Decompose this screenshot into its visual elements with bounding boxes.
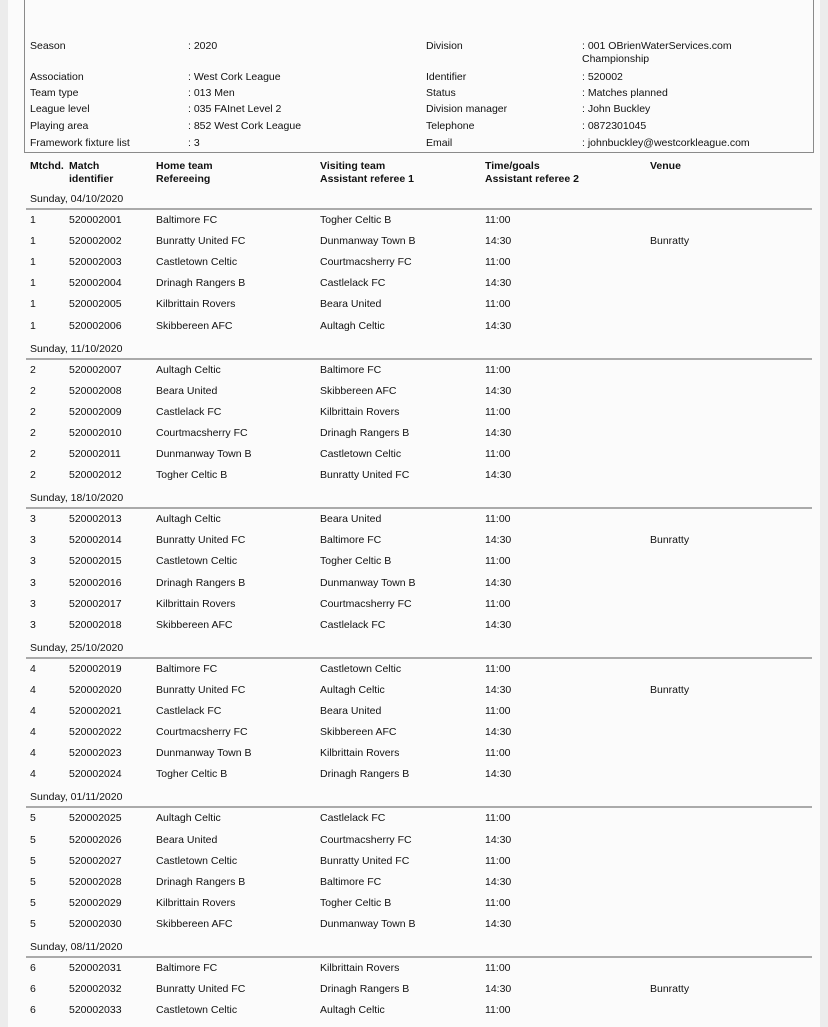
visiting-team-cell: Aultagh Celtic xyxy=(320,319,385,332)
match-id-cell: 520002025 xyxy=(69,812,122,825)
visiting-team-cell: Baltimore FC xyxy=(320,534,382,547)
time-cell: 14:30 xyxy=(485,384,512,397)
matchday-cell: 2 xyxy=(30,405,36,418)
matchday-cell: 1 xyxy=(30,214,36,226)
visiting-team-cell: Castlelack FC xyxy=(320,618,386,631)
visiting-team-cell: Dunmanway Town B xyxy=(320,235,416,248)
visiting-team-cell: Bunratty United FC xyxy=(320,469,410,482)
home-team-cell: Beara United xyxy=(156,384,218,397)
fixture-document xyxy=(8,0,820,1027)
matchday-cell: 5 xyxy=(30,833,36,846)
matchday-cell: 5 xyxy=(30,854,36,867)
visiting-team-cell: Castlelack FC xyxy=(320,812,386,825)
visiting-team-cell: Castlelack FC xyxy=(320,277,386,290)
info-value: : John Buckley xyxy=(582,103,651,115)
time-cell: 11:00 xyxy=(485,214,511,226)
match-id-cell: 520002002 xyxy=(69,235,122,248)
time-cell: 14:30 xyxy=(485,277,512,290)
home-team-cell: Baltimore FC xyxy=(156,962,218,974)
matchday-cell: 4 xyxy=(30,683,36,696)
info-value: : 520002 xyxy=(582,71,623,83)
matchday-cell: 6 xyxy=(30,962,36,974)
col-header-home-team: Home team Refereeing xyxy=(156,160,213,185)
matchday-cell: 3 xyxy=(30,576,36,589)
time-cell: 11:00 xyxy=(485,1004,511,1017)
visiting-team-cell: Bunratty United FC xyxy=(320,854,410,867)
home-team-cell: Skibbereen AFC xyxy=(156,618,233,631)
match-id-cell: 520002032 xyxy=(69,983,122,996)
date-header: Sunday, 18/10/2020 xyxy=(30,492,124,505)
home-team-cell: Castletown Celtic xyxy=(156,256,238,269)
visiting-team-cell: Courtmacsherry FC xyxy=(320,833,412,846)
home-team-cell: Togher Celtic B xyxy=(156,469,228,482)
time-cell: 11:00 xyxy=(485,662,511,675)
date-separator xyxy=(26,358,812,360)
matchday-cell: 2 xyxy=(30,469,36,482)
venue-cell: Bunratty xyxy=(650,235,690,248)
match-id-cell: 520002012 xyxy=(69,469,122,482)
visiting-team-cell: Togher Celtic B xyxy=(320,896,392,909)
info-label: Status xyxy=(426,87,456,99)
col-header-matchday: Mtchd. xyxy=(30,160,64,172)
col-header-time-goals: Time/goals Assistant referee 2 xyxy=(485,160,579,185)
time-cell: 11:00 xyxy=(485,363,511,376)
time-cell: 14:30 xyxy=(485,683,512,696)
division-info-box xyxy=(24,0,814,153)
date-separator xyxy=(26,956,812,958)
info-label: Email xyxy=(426,137,453,149)
visiting-team-cell: Castletown Celtic xyxy=(320,662,402,675)
time-cell: 14:30 xyxy=(485,833,512,846)
home-team-cell: Baltimore FC xyxy=(156,662,218,675)
time-cell: 14:30 xyxy=(485,917,512,930)
home-team-cell: Courtmacsherry FC xyxy=(156,726,248,739)
date-header: Sunday, 25/10/2020 xyxy=(30,641,124,654)
info-value: : 001 OBrienWaterServices.com Championship xyxy=(582,40,732,65)
matchday-cell: 5 xyxy=(30,875,36,888)
date-separator xyxy=(26,208,812,210)
info-label: Season xyxy=(30,40,66,52)
matchday-cell: 6 xyxy=(30,1004,36,1017)
time-cell: 11:00 xyxy=(485,298,511,311)
home-team-cell: Kilbrittain Rovers xyxy=(156,597,236,610)
visiting-team-cell: Drinagh Rangers B xyxy=(320,426,410,439)
home-team-cell: Castlelack FC xyxy=(156,705,222,717)
match-id-cell: 520002022 xyxy=(69,726,122,739)
match-id-cell: 520002007 xyxy=(69,363,122,376)
date-separator xyxy=(26,507,812,509)
visiting-team-cell: Baltimore FC xyxy=(320,875,382,888)
home-team-cell: Drinagh Rangers B xyxy=(156,875,246,888)
visiting-team-cell: Dunmanway Town B xyxy=(320,576,416,589)
visiting-team-cell: Togher Celtic B xyxy=(320,555,392,568)
date-separator xyxy=(26,806,812,808)
info-value: : 035 FAInet Level 2 xyxy=(188,103,282,115)
visiting-team-cell: Courtmacsherry FC xyxy=(320,597,412,610)
time-cell: 11:00 xyxy=(485,962,511,974)
match-id-cell: 520002010 xyxy=(69,426,122,439)
info-label: Team type xyxy=(30,87,79,99)
time-cell: 11:00 xyxy=(485,705,511,717)
matchday-cell: 2 xyxy=(30,363,36,376)
home-team-cell: Drinagh Rangers B xyxy=(156,576,246,589)
match-id-cell: 520002021 xyxy=(69,705,122,717)
time-cell: 14:30 xyxy=(485,618,512,631)
info-value: : 0872301045 xyxy=(582,120,647,132)
matchday-cell: 4 xyxy=(30,662,36,675)
home-team-cell: Drinagh Rangers B xyxy=(156,277,246,290)
date-separator xyxy=(26,657,812,659)
matchday-cell: 5 xyxy=(30,896,36,909)
home-team-cell: Castletown Celtic xyxy=(156,854,238,867)
home-team-cell: Aultagh Celtic xyxy=(156,513,221,526)
visiting-team-cell: Aultagh Celtic xyxy=(320,1004,385,1017)
col-header-visiting-team: Visiting team Assistant referee 1 xyxy=(320,160,414,185)
visiting-team-cell: Aultagh Celtic xyxy=(320,683,385,696)
info-label: League level xyxy=(30,103,90,115)
match-id-cell: 520002008 xyxy=(69,384,122,397)
time-cell: 11:00 xyxy=(485,896,511,909)
time-cell: 14:30 xyxy=(485,426,512,439)
matchday-cell: 6 xyxy=(30,983,36,996)
matchday-cell: 1 xyxy=(30,319,36,332)
home-team-cell: Skibbereen AFC xyxy=(156,319,233,332)
col-header-match-identifier: Match identifier xyxy=(69,160,114,185)
visiting-team-cell: Drinagh Rangers B xyxy=(320,768,410,781)
col-header-venue: Venue xyxy=(650,160,681,172)
match-id-cell: 520002003 xyxy=(69,256,122,269)
match-id-cell: 520002004 xyxy=(69,277,122,290)
time-cell: 14:30 xyxy=(485,469,512,482)
time-cell: 11:00 xyxy=(485,448,511,460)
matchday-cell: 5 xyxy=(30,917,36,930)
time-cell: 14:30 xyxy=(485,576,512,589)
time-cell: 11:00 xyxy=(485,405,511,418)
time-cell: 14:30 xyxy=(485,875,512,888)
home-team-cell: Baltimore FC xyxy=(156,214,218,226)
date-header: Sunday, 04/10/2020 xyxy=(30,193,124,205)
visiting-team-cell: Beara United xyxy=(320,298,382,311)
date-header: Sunday, 08/11/2020 xyxy=(30,941,123,953)
match-id-cell: 520002031 xyxy=(69,962,122,974)
match-id-cell: 520002001 xyxy=(69,214,122,226)
info-value: : johnbuckley@westcorkleague.com xyxy=(582,137,750,149)
info-value: : Matches planned xyxy=(582,87,668,99)
match-id-cell: 520002023 xyxy=(69,747,122,760)
match-id-cell: 520002020 xyxy=(69,683,122,696)
home-team-cell: Skibbereen AFC xyxy=(156,917,233,930)
info-value: : 852 West Cork League xyxy=(188,120,302,132)
visiting-team-cell: Beara United xyxy=(320,705,382,717)
home-team-cell: Dunmanway Town B xyxy=(156,448,252,460)
info-value: : West Cork League xyxy=(188,71,281,83)
time-cell: 11:00 xyxy=(485,513,511,526)
visiting-team-cell: Skibbereen AFC xyxy=(320,726,397,739)
matchday-cell: 1 xyxy=(30,277,36,290)
visiting-team-cell: Skibbereen AFC xyxy=(320,384,397,397)
match-id-cell: 520002016 xyxy=(69,576,122,589)
time-cell: 11:00 xyxy=(485,812,511,825)
info-label: Playing area xyxy=(30,120,89,132)
match-id-cell: 520002026 xyxy=(69,833,122,846)
date-header: Sunday, 11/10/2020 xyxy=(30,342,123,355)
home-team-cell: Aultagh Celtic xyxy=(156,363,221,376)
match-id-cell: 520002030 xyxy=(69,917,122,930)
match-id-cell: 520002017 xyxy=(69,597,122,610)
match-id-cell: 520002029 xyxy=(69,896,122,909)
info-value: : 2020 xyxy=(188,40,218,52)
info-value: : 013 Men xyxy=(188,87,235,99)
matchday-cell: 4 xyxy=(30,747,36,760)
home-team-cell: Kilbrittain Rovers xyxy=(156,896,236,909)
venue-cell: Bunratty xyxy=(650,683,690,696)
home-team-cell: Castletown Celtic xyxy=(156,555,238,568)
info-value: : 3 xyxy=(188,137,200,149)
visiting-team-cell: Kilbrittain Rovers xyxy=(320,962,400,974)
info-label: Framework fixture list xyxy=(30,137,130,149)
matchday-cell: 1 xyxy=(30,298,36,311)
home-team-cell: Bunratty United FC xyxy=(156,683,246,696)
time-cell: 14:30 xyxy=(485,319,512,332)
matchday-cell: 2 xyxy=(30,448,36,460)
time-cell: 11:00 xyxy=(485,597,511,610)
date-header: Sunday, 01/11/2020 xyxy=(30,791,123,804)
matchday-cell: 3 xyxy=(30,555,36,568)
matchday-cell: 3 xyxy=(30,513,36,526)
matchday-cell: 4 xyxy=(30,768,36,781)
time-cell: 14:30 xyxy=(485,726,512,739)
matchday-cell: 1 xyxy=(30,235,36,248)
matchday-cell: 2 xyxy=(30,426,36,439)
visiting-team-cell: Kilbrittain Rovers xyxy=(320,405,400,418)
visiting-team-cell: Kilbrittain Rovers xyxy=(320,747,400,760)
visiting-team-cell: Drinagh Rangers B xyxy=(320,983,410,996)
venue-cell: Bunratty xyxy=(650,983,690,996)
match-id-cell: 520002005 xyxy=(69,298,122,311)
home-team-cell: Togher Celtic B xyxy=(156,768,228,781)
match-id-cell: 520002006 xyxy=(69,319,122,332)
time-cell: 11:00 xyxy=(485,555,511,568)
matchday-cell: 3 xyxy=(30,597,36,610)
matchday-cell: 4 xyxy=(30,705,36,717)
info-label: Division xyxy=(426,40,463,52)
info-label: Telephone xyxy=(426,120,475,132)
visiting-team-cell: Courtmacsherry FC xyxy=(320,256,412,269)
info-label: Association xyxy=(30,71,84,83)
home-team-cell: Beara United xyxy=(156,833,218,846)
match-id-cell: 520002009 xyxy=(69,405,122,418)
matchday-cell: 1 xyxy=(30,256,36,269)
home-team-cell: Castlelack FC xyxy=(156,405,222,418)
match-id-cell: 520002014 xyxy=(69,534,122,547)
home-team-cell: Castletown Celtic xyxy=(156,1004,238,1017)
info-label: Identifier xyxy=(426,71,467,83)
match-id-cell: 520002019 xyxy=(69,662,122,675)
match-id-cell: 520002011 xyxy=(69,448,121,460)
time-cell: 11:00 xyxy=(485,854,511,867)
visiting-team-cell: Togher Celtic B xyxy=(320,214,392,226)
visiting-team-cell: Castletown Celtic xyxy=(320,448,402,460)
home-team-cell: Courtmacsherry FC xyxy=(156,426,248,439)
match-id-cell: 520002027 xyxy=(69,854,122,867)
home-team-cell: Bunratty United FC xyxy=(156,534,246,547)
home-team-cell: Aultagh Celtic xyxy=(156,812,221,825)
match-id-cell: 520002033 xyxy=(69,1004,122,1017)
home-team-cell: Bunratty United FC xyxy=(156,983,246,996)
visiting-team-cell: Baltimore FC xyxy=(320,363,382,376)
home-team-cell: Bunratty United FC xyxy=(156,235,246,248)
home-team-cell: Kilbrittain Rovers xyxy=(156,298,236,311)
time-cell: 14:30 xyxy=(485,768,512,781)
time-cell: 14:30 xyxy=(485,983,512,996)
home-team-cell: Dunmanway Town B xyxy=(156,747,252,760)
match-id-cell: 520002028 xyxy=(69,875,122,888)
time-cell: 11:00 xyxy=(485,747,511,760)
match-id-cell: 520002024 xyxy=(69,768,122,781)
info-label: Division manager xyxy=(426,103,508,115)
matchday-cell: 4 xyxy=(30,726,36,739)
time-cell: 11:00 xyxy=(485,256,511,269)
venue-cell: Bunratty xyxy=(650,534,690,547)
match-id-cell: 520002015 xyxy=(69,555,122,568)
visiting-team-cell: Dunmanway Town B xyxy=(320,917,416,930)
time-cell: 14:30 xyxy=(485,534,512,547)
visiting-team-cell: Beara United xyxy=(320,513,382,526)
matchday-cell: 3 xyxy=(30,618,36,631)
match-id-cell: 520002018 xyxy=(69,618,122,631)
time-cell: 14:30 xyxy=(485,235,512,248)
matchday-cell: 2 xyxy=(30,384,36,397)
matchday-cell: 3 xyxy=(30,534,36,547)
matchday-cell: 5 xyxy=(30,812,36,825)
match-id-cell: 520002013 xyxy=(69,513,122,526)
